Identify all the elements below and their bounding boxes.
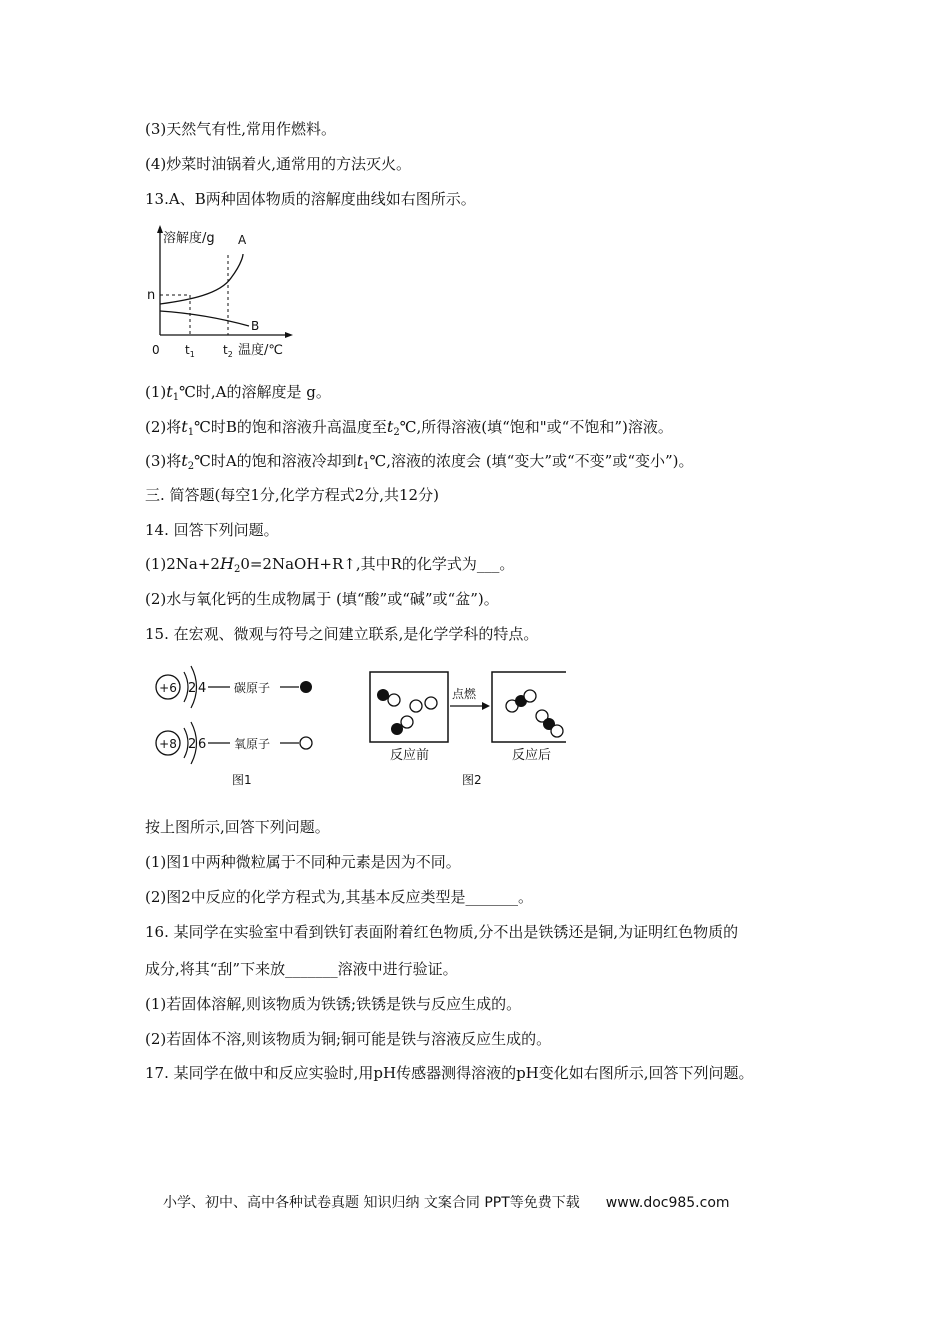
carbon-shell-1: 2 <box>188 681 197 696</box>
question-15-part-2: (2)图2中反应的化学方程式为,其基本反应类型是_______。 <box>145 888 534 906</box>
oxygen-nucleus-charge: +8 <box>159 737 177 751</box>
oxygen-atom-symbol <box>300 737 312 749</box>
footer-text: 小学、初中、高中各种试卷真题 知识归纳 文案合同 PPT等免费下载 <box>163 1195 580 1211</box>
oxygen-atom-label: 氧原子 <box>234 737 271 751</box>
question-15-part-1: (1)图1中两种微粒属于不同种元素是因为不同。 <box>145 853 461 871</box>
t1-tick-label: $t_1$ <box>185 343 195 359</box>
before-reaction-label: 反应前 <box>390 748 430 763</box>
curve-b-label: B <box>251 319 260 333</box>
text-line: (4)炒菜时油锅着火,通常用的方法灭火。 <box>145 155 412 173</box>
figure-2-reaction-diagram <box>366 668 566 790</box>
x-axis-label: 温度/℃ <box>238 343 283 358</box>
figure-2-caption: 图2 <box>462 773 482 787</box>
figure-1-atom-structures <box>148 660 338 790</box>
question-13-part-1: $(1)t_1℃$时,A的溶解度是 g。 <box>145 382 331 403</box>
t2-tick-label: $t_2$ <box>223 343 233 359</box>
question-16-part-2: (2)若固体不溶,则该物质为铜;铜可能是铁与溶液反应生成的。 <box>145 1030 552 1048</box>
reaction-arrow-label: 点燃 <box>452 687 477 701</box>
carbon-atom-label: 碳原子 <box>234 681 271 695</box>
oxygen-shell-2: 6 <box>198 737 207 752</box>
origin-label: 0 <box>152 343 160 357</box>
text-line: 按上图所示,回答下列问题。 <box>145 818 330 836</box>
question-15-stem: 15. 在宏观、微观与符号之间建立联系,是化学学科的特点。 <box>145 625 539 643</box>
after-reaction-label: 反应后 <box>512 748 552 763</box>
question-13-stem: 13.A、B两种固体物质的溶解度曲线如右图所示。 <box>145 190 476 208</box>
question-17-stem: 17. 某同学在做中和反应实验时,用pH传感器测得溶液的pH变化如右图所示,回答下列问题。 <box>145 1064 754 1082</box>
question-16-stem-cont: 成分,将其“刮”下来放_______溶液中进行验证。 <box>145 960 458 978</box>
oxygen-shell-1: 2 <box>188 737 197 752</box>
question-14-stem: 14. 回答下列问题。 <box>145 521 279 539</box>
carbon-atom-symbol <box>300 681 312 693</box>
curve-a-label: A <box>238 233 247 247</box>
carbon-shell-2: 4 <box>198 681 207 696</box>
question-16-part-1: (1)若固体溶解,则该物质为铁锈;铁锈是铁与反应生成的。 <box>145 995 522 1013</box>
page-footer <box>163 1192 730 1212</box>
n-label: n <box>147 288 156 303</box>
carbon-nucleus-charge: +6 <box>159 681 177 695</box>
question-16-stem: 16. 某同学在实验室中看到铁钉表面附着红色物质,分不出是铁锈还是铜,为证明红色物质的 <box>145 923 739 941</box>
question-13-part-2: (2)将$t_1℃$时B的饱和溶液升高温度至$t_2℃$,所得溶液(填“饱和"或“不饱和”)溶液。 <box>145 417 673 438</box>
question-13-part-3: (3)将$t_2℃$时A的饱和溶液冷却到$t_1℃$,溶液的浓度会 (填“变大”或“不变”或“变小”)。 <box>145 451 694 472</box>
text-line: (3)天然气有性,常用作燃料。 <box>145 120 337 138</box>
solubility-curve-graph <box>145 222 295 364</box>
figure-1-caption: 图1 <box>232 773 252 787</box>
question-14-part-2: (2)水与氧化钙的生成物属于 (填“酸”或“碱”或“盆”)。 <box>145 590 499 608</box>
section-heading: 三. 简答题(每空1分,化学方程式2分,共12分) <box>145 486 439 504</box>
question-14-part-1: $(1)2Na+2H_20=2NaOH+R↑$,其中R的化学式为___。 <box>145 554 515 575</box>
footer-url[interactable]: www.doc985.com <box>605 1195 730 1211</box>
y-axis-label: 溶解度/g <box>163 231 215 246</box>
